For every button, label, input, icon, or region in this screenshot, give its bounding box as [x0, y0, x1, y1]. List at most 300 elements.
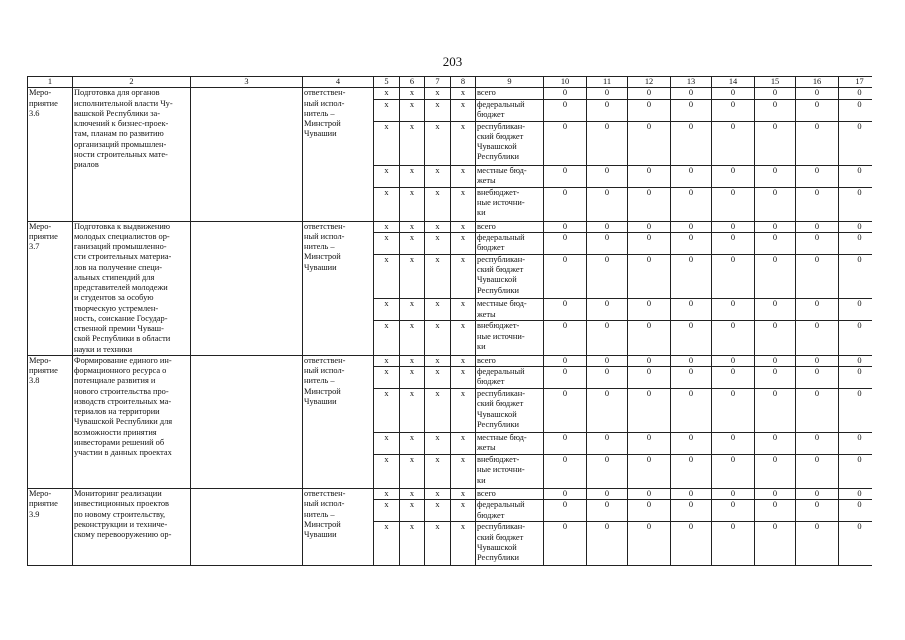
value-cell: 0 [628, 489, 671, 500]
value-cell: 0 [671, 221, 712, 232]
column-header: 17 [839, 77, 873, 88]
activity-name-line: возможности принятия [74, 427, 157, 437]
mark-cell: x [400, 165, 425, 187]
value-cell: 0 [712, 433, 755, 455]
mark-cell: x [451, 522, 476, 566]
funding-source-cell [476, 232, 544, 254]
funding-source-line: республикан- [477, 121, 526, 131]
value-cell: 0 [755, 88, 796, 99]
activity-name-line: реконструкции и техниче- [74, 519, 168, 529]
value-cell: 0 [839, 99, 873, 121]
value-cell: 0 [755, 221, 796, 232]
mark-cell: x [374, 221, 400, 232]
value-cell: 0 [587, 299, 628, 321]
activity-id-line: приятие [29, 366, 58, 375]
mark-cell: x [400, 500, 425, 522]
value-cell: 0 [712, 367, 755, 389]
mark-cell: x [374, 321, 400, 355]
executor-line: ответствен- [304, 355, 346, 365]
value-cell: 0 [671, 389, 712, 433]
activity-name-line: творческую устремлен- [74, 303, 159, 313]
activity-id-cell [28, 355, 73, 488]
executor-line: ный испол- [304, 231, 345, 241]
funding-source-line: жеты [477, 443, 496, 453]
mark-cell: x [400, 187, 425, 221]
funding-source-line: Республики [477, 285, 520, 295]
value-cell: 0 [544, 99, 587, 121]
value-cell: 0 [796, 99, 839, 121]
mark-cell: x [374, 99, 400, 121]
value-cell: 0 [839, 433, 873, 455]
activity-name-line: Мониторинг реализации [74, 489, 162, 498]
mark-cell: x [451, 187, 476, 221]
executor-line: Чувашии [304, 262, 337, 272]
value-cell: 0 [628, 221, 671, 232]
mark-cell: x [425, 187, 451, 221]
value-cell: 0 [544, 389, 587, 433]
activity-name-cell [73, 88, 191, 221]
value-cell: 0 [587, 165, 628, 187]
mark-cell: x [374, 121, 400, 165]
column-header: 5 [374, 77, 400, 88]
mark-cell: x [425, 88, 451, 99]
mark-cell: x [400, 121, 425, 165]
mark-cell: x [400, 367, 425, 389]
activity-name-line: участии в данных проектах [74, 448, 172, 457]
value-cell: 0 [671, 321, 712, 355]
value-cell: 0 [628, 187, 671, 221]
funding-source-line: Республики [477, 152, 520, 162]
mark-cell: x [374, 88, 400, 99]
value-cell: 0 [839, 299, 873, 321]
value-cell: 0 [712, 254, 755, 298]
executor-line: ный испол- [304, 98, 345, 108]
funding-source-line: ский бюджет [477, 131, 524, 141]
value-cell: 0 [671, 121, 712, 165]
mark-cell: x [425, 455, 451, 489]
mark-cell: x [425, 389, 451, 433]
mark-cell: x [374, 522, 400, 566]
activity-name-line: сти строительных материа- [74, 252, 172, 262]
activity-id-cell [28, 221, 73, 355]
mark-cell: x [400, 489, 425, 500]
column-header: 2 [73, 77, 191, 88]
funding-source-line: ки [477, 208, 486, 217]
value-cell: 0 [628, 367, 671, 389]
value-cell: 0 [839, 88, 873, 99]
value-cell: 0 [755, 121, 796, 165]
value-cell: 0 [544, 232, 587, 254]
value-cell: 0 [671, 522, 712, 566]
column-3-cell [191, 221, 303, 355]
value-cell: 0 [839, 221, 873, 232]
value-cell: 0 [544, 187, 587, 221]
mark-cell: x [425, 299, 451, 321]
mark-cell: x [425, 522, 451, 566]
executor-line: Минстрой [304, 252, 341, 262]
activity-name-line: формационного ресурса о [74, 366, 167, 375]
activity-name-line: ственной премии Чуваш- [74, 324, 164, 333]
table-viewport [27, 76, 872, 571]
page-number: 203 [442, 54, 463, 69]
mark-cell: x [400, 221, 425, 232]
funding-source-line: ки [477, 475, 486, 485]
value-cell: 0 [712, 221, 755, 232]
value-cell: 0 [755, 389, 796, 433]
column-header: 4 [303, 77, 374, 88]
value-cell: 0 [587, 522, 628, 566]
value-cell: 0 [628, 500, 671, 522]
column-header: 9 [476, 77, 544, 88]
mark-cell: x [451, 321, 476, 355]
funding-source-cell [476, 321, 544, 355]
value-cell: 0 [544, 500, 587, 522]
mark-cell: x [425, 221, 451, 232]
activity-name-line: Формирование единого ин- [74, 355, 172, 365]
mark-cell: x [425, 232, 451, 254]
column-header: 13 [671, 77, 712, 88]
activity-id-line: Меро- [29, 221, 52, 231]
value-cell: 0 [712, 165, 755, 187]
funding-source-line: ки [477, 341, 486, 351]
value-cell: 0 [796, 321, 839, 355]
funding-source-line: всего [477, 489, 496, 498]
value-cell: 0 [544, 355, 587, 366]
column-header: 3 [191, 77, 303, 88]
value-cell: 0 [839, 121, 873, 165]
value-cell: 0 [628, 522, 671, 566]
activity-name-line: ность, соискание Государ- [74, 313, 168, 323]
funding-source-line: федеральный [477, 232, 525, 242]
value-cell: 0 [839, 500, 873, 522]
activity-name-line: молодых специалистов ор- [74, 231, 170, 241]
funding-source-line: федеральный [477, 99, 525, 109]
value-cell: 0 [796, 254, 839, 298]
mark-cell: x [400, 254, 425, 298]
mark-cell: x [425, 489, 451, 500]
funding-source-cell [476, 121, 544, 165]
activity-id-line: Меро- [29, 88, 52, 98]
funding-source-line: местные бюд- [477, 299, 527, 309]
funding-source-line: ский бюджет [477, 399, 524, 409]
column-3-cell [191, 489, 303, 566]
funding-source-line: внебюджет- [477, 321, 520, 331]
value-cell: 0 [587, 389, 628, 433]
funding-source-line: ский бюджет [477, 265, 524, 275]
funding-source-line: всего [477, 88, 496, 98]
funding-source-line: местные бюд- [477, 433, 527, 442]
activity-id-line: приятие [29, 98, 58, 108]
value-cell: 0 [796, 299, 839, 321]
funding-source-line: Чувашской [477, 542, 517, 552]
executor-line: ный испол- [304, 499, 345, 509]
value-cell: 0 [587, 254, 628, 298]
column-header: 12 [628, 77, 671, 88]
value-cell: 0 [796, 500, 839, 522]
activity-name-line: скому перевооружению ор- [74, 530, 172, 539]
activity-name-line: изводств строительных ма- [74, 396, 172, 406]
executor-line: Чувашии [304, 530, 337, 539]
activity-id-line: Меро- [29, 355, 52, 365]
funding-source-cell [476, 522, 544, 566]
activity-id-line: 3.8 [29, 376, 40, 386]
column-header: 14 [712, 77, 755, 88]
value-cell: 0 [544, 121, 587, 165]
funding-source-cell [476, 389, 544, 433]
funding-source-line: жеты [477, 309, 496, 319]
mark-cell: x [400, 232, 425, 254]
value-cell: 0 [755, 165, 796, 187]
activity-name-line: ности строительных мате- [74, 149, 168, 159]
value-cell: 0 [796, 489, 839, 500]
mark-cell: x [451, 99, 476, 121]
value-cell: 0 [712, 88, 755, 99]
column-header: 8 [451, 77, 476, 88]
funding-source-line: республикан- [477, 522, 526, 532]
value-cell: 0 [839, 187, 873, 221]
activity-name-line: организаций промышлен- [74, 139, 167, 149]
value-cell: 0 [712, 321, 755, 355]
value-cell: 0 [587, 433, 628, 455]
executor-line: ответствен- [304, 221, 346, 231]
value-cell: 0 [796, 433, 839, 455]
value-cell: 0 [755, 500, 796, 522]
mark-cell: x [374, 187, 400, 221]
value-cell: 0 [712, 299, 755, 321]
activity-id-line: приятие [29, 231, 58, 241]
activity-name-cell [73, 355, 191, 488]
executor-line: ответствен- [304, 88, 346, 98]
funding-source-line: Чувашской [477, 275, 517, 285]
executor-line: нитель – [304, 242, 335, 251]
funding-source-line: бюджет [477, 109, 505, 119]
executor-line: Минстрой [304, 119, 341, 128]
funding-source-cell [476, 187, 544, 221]
funding-source-line: Республики [477, 553, 520, 562]
mark-cell: x [451, 232, 476, 254]
value-cell: 0 [544, 88, 587, 99]
mark-cell: x [400, 389, 425, 433]
funding-source-line: Чувашской [477, 409, 517, 419]
activity-name-line: ганизаций промышленно- [74, 242, 167, 251]
value-cell: 0 [671, 355, 712, 366]
value-cell: 0 [628, 355, 671, 366]
executor-line: ответствен- [304, 489, 346, 498]
value-cell: 0 [755, 187, 796, 221]
activity-name-line: лов на получение специ- [74, 262, 163, 272]
funding-source-line: ные источни- [477, 465, 525, 475]
value-cell: 0 [671, 254, 712, 298]
value-cell: 0 [587, 232, 628, 254]
value-cell: 0 [587, 99, 628, 121]
funding-source-cell [476, 99, 544, 121]
executor-cell [303, 221, 374, 355]
value-cell: 0 [712, 187, 755, 221]
executor-line: нитель – [304, 108, 335, 118]
mark-cell: x [374, 367, 400, 389]
mark-cell: x [451, 165, 476, 187]
activity-name-cell [73, 489, 191, 566]
mark-cell: x [451, 121, 476, 165]
activity-id-line: 3.9 [29, 509, 40, 519]
value-cell: 0 [628, 433, 671, 455]
funding-source-line: федеральный [477, 367, 525, 376]
value-cell: 0 [587, 221, 628, 232]
funding-source-cell [476, 367, 544, 389]
value-cell: 0 [755, 433, 796, 455]
value-cell: 0 [712, 522, 755, 566]
mark-cell: x [451, 500, 476, 522]
value-cell: 0 [839, 254, 873, 298]
value-cell: 0 [755, 367, 796, 389]
activity-name-line: нового строительства про- [74, 386, 169, 396]
value-cell: 0 [839, 321, 873, 355]
executor-cell [303, 88, 374, 221]
value-cell: 0 [671, 99, 712, 121]
executor-line: Чувашии [304, 129, 337, 139]
value-cell: 0 [755, 522, 796, 566]
value-cell: 0 [587, 187, 628, 221]
table-row [28, 221, 873, 232]
value-cell: 0 [712, 121, 755, 165]
mark-cell: x [451, 489, 476, 500]
value-cell: 0 [796, 367, 839, 389]
mark-cell: x [425, 367, 451, 389]
activity-name-line: представителей молодежи [74, 283, 168, 292]
mark-cell: x [425, 433, 451, 455]
value-cell: 0 [587, 500, 628, 522]
value-cell: 0 [544, 489, 587, 500]
funding-source-cell [476, 433, 544, 455]
activity-name-line: науки и техники [74, 344, 133, 354]
value-cell: 0 [796, 221, 839, 232]
value-cell: 0 [671, 455, 712, 489]
funding-source-cell [476, 254, 544, 298]
mark-cell: x [374, 355, 400, 366]
column-header: 10 [544, 77, 587, 88]
mark-cell: x [374, 232, 400, 254]
funding-source-line: внебюджет- [477, 455, 520, 464]
value-cell: 0 [628, 88, 671, 99]
value-cell: 0 [587, 489, 628, 500]
funding-source-cell [476, 221, 544, 232]
activity-name-line: и студентов за особую [74, 293, 154, 303]
funding-source-line: всего [477, 221, 496, 231]
value-cell: 0 [587, 88, 628, 99]
value-cell: 0 [712, 232, 755, 254]
mark-cell: x [451, 355, 476, 366]
value-cell: 0 [755, 99, 796, 121]
value-cell: 0 [671, 299, 712, 321]
mark-cell: x [425, 321, 451, 355]
value-cell: 0 [796, 522, 839, 566]
mark-cell: x [374, 500, 400, 522]
funding-source-line: ский бюджет [477, 532, 524, 542]
value-cell: 0 [796, 355, 839, 366]
activity-name-line: Чувашской Республики для [74, 417, 173, 427]
value-cell: 0 [628, 254, 671, 298]
executor-cell [303, 489, 374, 566]
activity-name-line: ключений к бизнес-проек- [74, 119, 169, 128]
column-header: 15 [755, 77, 796, 88]
activity-name-line: по новому строительству, [74, 509, 166, 519]
value-cell: 0 [628, 99, 671, 121]
funding-source-line: ные источни- [477, 197, 525, 207]
column-header: 7 [425, 77, 451, 88]
value-cell: 0 [755, 455, 796, 489]
value-cell: 0 [839, 522, 873, 566]
value-cell: 0 [671, 367, 712, 389]
value-cell: 0 [755, 321, 796, 355]
mark-cell: x [451, 254, 476, 298]
value-cell: 0 [671, 489, 712, 500]
mark-cell: x [400, 355, 425, 366]
funding-source-line: Республики [477, 419, 520, 429]
value-cell: 0 [712, 500, 755, 522]
executor-line: ный испол- [304, 366, 345, 375]
value-cell: 0 [671, 500, 712, 522]
activity-name-line: альных стипендий для [74, 272, 155, 282]
value-cell: 0 [839, 455, 873, 489]
column-header: 1 [28, 77, 73, 88]
value-cell: 0 [839, 389, 873, 433]
activity-id-line: 3.6 [29, 108, 40, 118]
mark-cell: x [374, 389, 400, 433]
table-row [28, 355, 873, 366]
mark-cell: x [425, 165, 451, 187]
column-header: 6 [400, 77, 425, 88]
value-cell: 0 [796, 389, 839, 433]
mark-cell: x [374, 455, 400, 489]
activity-id-cell [28, 489, 73, 566]
activity-name-line: потенциале развития и [74, 376, 156, 386]
mark-cell: x [451, 221, 476, 232]
mark-cell: x [451, 299, 476, 321]
funding-table [27, 76, 872, 566]
mark-cell: x [400, 299, 425, 321]
activity-id-line: Меро- [29, 489, 52, 498]
executor-line: нитель – [304, 509, 335, 519]
mark-cell: x [374, 433, 400, 455]
value-cell: 0 [755, 355, 796, 366]
mark-cell: x [400, 321, 425, 355]
mark-cell: x [400, 522, 425, 566]
column-header: 11 [587, 77, 628, 88]
value-cell: 0 [628, 232, 671, 254]
mark-cell: x [451, 88, 476, 99]
funding-source-cell [476, 489, 544, 500]
mark-cell: x [374, 165, 400, 187]
mark-cell: x [451, 389, 476, 433]
activity-id-line: 3.7 [29, 242, 40, 251]
activity-name-line: исполнительной власти Чу- [74, 98, 173, 108]
funding-source-cell [476, 500, 544, 522]
value-cell: 0 [587, 367, 628, 389]
value-cell: 0 [544, 299, 587, 321]
activity-id-line: приятие [29, 499, 58, 509]
value-cell: 0 [796, 88, 839, 99]
mark-cell: x [374, 489, 400, 500]
value-cell: 0 [839, 489, 873, 500]
value-cell: 0 [839, 355, 873, 366]
value-cell: 0 [671, 165, 712, 187]
activity-id-cell [28, 88, 73, 221]
column-header: 16 [796, 77, 839, 88]
value-cell: 0 [712, 489, 755, 500]
value-cell: 0 [755, 254, 796, 298]
value-cell: 0 [544, 165, 587, 187]
funding-source-line: бюджет [477, 510, 505, 520]
